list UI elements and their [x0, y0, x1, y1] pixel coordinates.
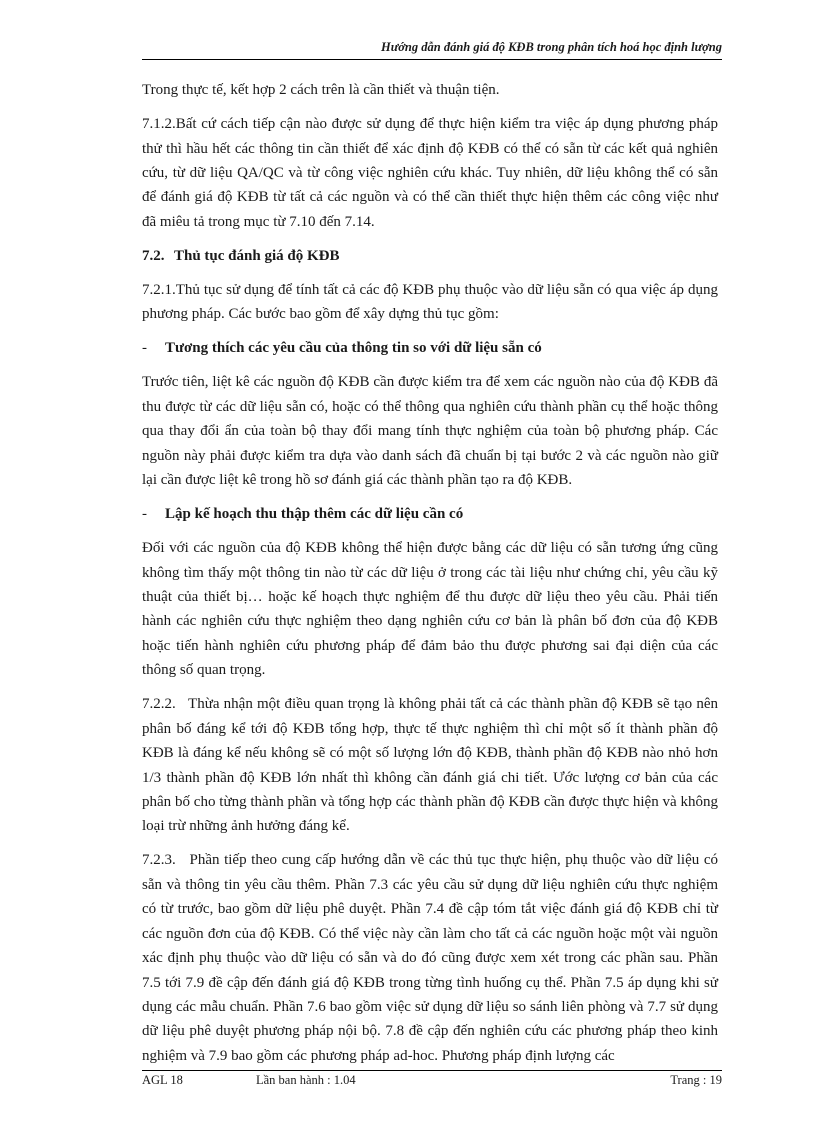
paragraph-text: Thủ tục sử dụng để tính tất cả các độ KĐB phụ thuộc vào dữ liệu sẵn có qua việc áp dụng phương pháp. Các bước bao gồm để xây dựng thủ tục gồm: — [142, 281, 718, 323]
bullet-dash: - — [142, 340, 147, 357]
bullet-heading-2 — [142, 502, 718, 526]
page-header: Hướng dẫn đánh giá độ KĐB trong phân tích hoá học định lượng — [381, 40, 722, 54]
section-number: 7.2.1. — [142, 281, 176, 298]
section-title: Thủ tục đánh giá độ KĐB — [173, 247, 340, 264]
paragraph-7-2-1 — [142, 278, 718, 327]
page-footer — [142, 1073, 722, 1088]
paragraph-bullet-1: Trước tiên, liệt kê các nguồn độ KĐB cần được kiểm tra để xem các nguồn nào của độ KĐB đã thu được từ các dữ liệu sẵn có, hoặc có thể thông qua nghiên cứu thành phần cụ thể hoặc thông qua thay đổi ẩn của toàn bộ thay đổi mang tính thực nghiệm của toàn bộ phương pháp. Các nguồn này phải được kiểm tra dựa vào danh sách đã chuẩn bị tại bước 2 và các nguồn nào giữ lại cần được liệt kê trong hồ sơ đánh giá các thành phần tạo ra độ KĐB. — [142, 374, 718, 489]
footer-left — [142, 1073, 356, 1088]
paragraph-intro: Trong thực tế, kết hợp 2 cách trên là cần thiết và thuận tiện. — [142, 82, 500, 98]
bullet-heading-1 — [142, 336, 718, 360]
paragraph-7-2-3 — [142, 848, 718, 1068]
paragraph-text: Phần tiếp theo cung cấp hướng dẫn về các thủ tục thực hiện, phụ thuộc vào dữ liệu có sẵn và thông tin yêu cầu thêm. Phần 7.3 các yêu cầu sử dụng dữ liệu nghiên cứu thực nghiệm có từ trước, bao gồm dữ liệu phê duyệt. Phần 7.4 đề cập tóm tắt việc đánh giá độ KĐB chỉ từ các nguồn đơn của độ KĐB. Có thể việc này cần làm cho tất cả các nguồn hoặc một vài nguồn xác định phụ thuộc vào dữ liệu có sẵn và do đó cũng được xem xét trong các phần sau. Phần 7.5 tới 7.9 đề cập đến đánh giá độ KĐB trong từng tình huống cụ thể. Phần 7.5 áp dụng khi sử dụng các mẫu chuẩn. Phần 7.6 bao gồm việc sử dụng dữ liệu so sánh liên phòng và 7.7 sử dụng dữ liệu phê duyệt phương pháp nội bộ. 7.8 đề cập đến nghiên cứu các phương pháp theo kinh nghiệm và 7.9 bao gồm các phương pháp ad-hoc. Phương pháp định lượng các — [142, 852, 718, 1064]
issue-number: Lần ban hành : 1.04 — [256, 1073, 356, 1087]
bullet-dash: - — [142, 506, 147, 523]
paragraph-text: Bất cứ cách tiếp cận nào được sử dụng để thực hiện kiểm tra việc áp dụng phương pháp thử thì hầu hết các thông tin cần thiết để xác định độ KĐB có thể có sẵn từ các kết quả nghiên cứu, từ dữ liệu QA/QC và từ công việc nghiên cứu khác. Tuy nhiên, dữ liệu không thể có sẵn để đánh giá độ KĐB từ tất cả các nguồn và có thể cần thiết thực hiện thêm các công việc như đã miêu tả trong mục từ 7.10 đến 7.14. — [142, 116, 718, 230]
header-divider — [142, 59, 722, 60]
paragraph-7-1-2 — [142, 112, 718, 234]
section-heading-7-2 — [142, 244, 718, 268]
section-number: 7.2.3. — [142, 852, 176, 869]
document-body — [142, 78, 718, 1078]
paragraph-bullet-2: Đối với các nguồn của độ KĐB không thể hiện được bằng các dữ liệu có sẵn tương ứng cũng không tìm thấy một thông tin nào từ các dữ liệu ở trong các tài liệu như chứng chỉ, yêu cầu kỹ thuật của thiết bị… hoặc kế hoạch thực nghiệm để thu được dữ liệu theo yêu cầu. Phải tiến hành các nghiên cứu thực nghiệm theo dạng nghiên cứu cơ bản là phân bố đơn của độ KĐB hoặc tiến hành nghiên cứu phương pháp để đảm bảo thu được phương sai đại diện của các thông số quan trọng. — [142, 540, 718, 679]
section-number: 7.1.2. — [142, 116, 176, 133]
paragraph-text: Thừa nhận một điều quan trọng là không phải tất cả các thành phần độ KĐB sẽ tạo nên phân bố đáng kể tới độ KĐB tổng hợp, thực tế thực nghiệm thì chỉ một số ít thành phần độ KĐB là đáng kể nếu không sẽ có một số lượng lớn độ KĐB, thành phần độ KĐB nào nhỏ hơn 1/3 thành phần độ KĐB lớn nhất thì không cần đánh giá chi tiết. Ước lượng cơ bản của các phân bố cho từng thành phần và tổng hợp các thành phần độ KĐB cần được thực hiện và không loại trừ những ảnh hưởng đáng kể. — [142, 696, 718, 835]
section-number: 7.2. — [142, 247, 165, 264]
bullet-title: Tương thích các yêu cầu của thông tin so với dữ liệu sẵn có — [165, 340, 542, 357]
document-code: AGL 18 — [142, 1073, 183, 1087]
page-number: Trang : 19 — [670, 1073, 722, 1087]
footer-divider — [142, 1070, 722, 1071]
bullet-title: Lập kế hoạch thu thập thêm các dữ liệu cần có — [165, 506, 464, 523]
paragraph-7-2-2 — [142, 692, 718, 838]
section-number: 7.2.2. — [142, 696, 176, 713]
